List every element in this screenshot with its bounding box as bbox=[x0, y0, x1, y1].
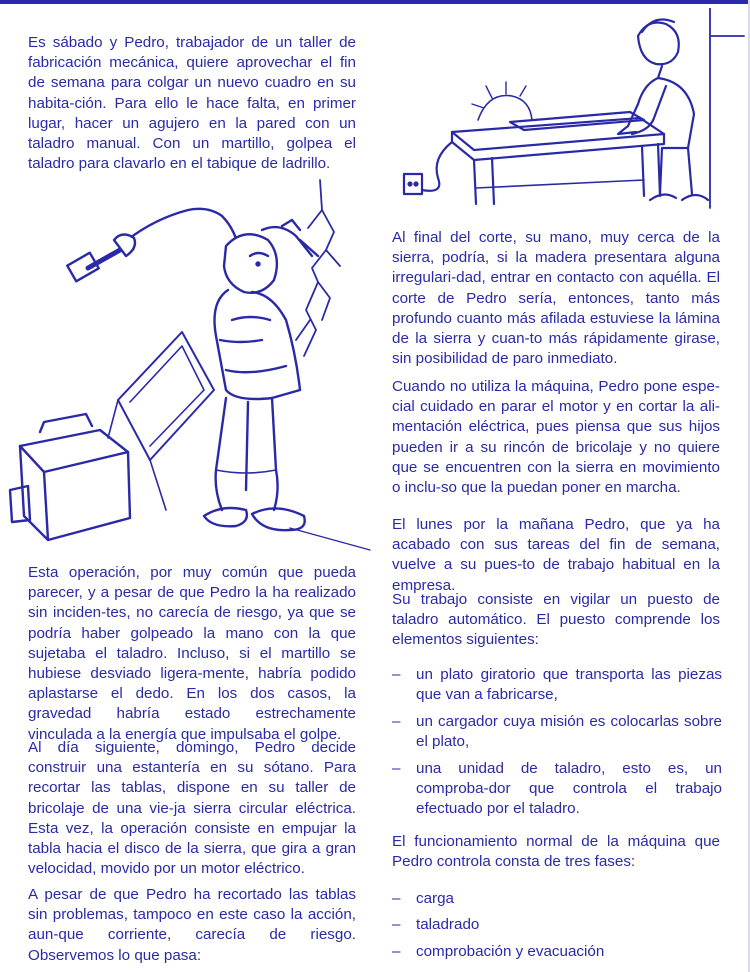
paragraph-workstation bbox=[392, 590, 720, 651]
paragraph-text: Cuando no utiliza la máquina, Pedro pone espe-cial cuidado en parar el motor y en cortar la ali-mentación eléctrica, pues piensa que sus hijos pueden ir a su rincón de bricolaje y no quiere que se encuentren con la sierra en movimiento o inclu-so que la puedan poner en marcha. bbox=[392, 378, 720, 497]
list-item-text: un plato giratorio que transporta las piezas que van a fabricarse, bbox=[416, 666, 722, 704]
list-dash: – bbox=[392, 713, 401, 730]
list-item-text: un cargador cuya misión es colocarlas sobre el plato, bbox=[416, 713, 722, 751]
list-item-text: una unidad de taladro, esto es, un comproba-dor que controla el trabajo efectuado por el taladro. bbox=[416, 760, 722, 818]
illustration-circular-saw bbox=[392, 8, 747, 218]
paragraph-text: El funcionamiento normal de la máquina que Pedro controla consta de tres fases: bbox=[392, 833, 720, 871]
list-dash: – bbox=[392, 890, 401, 907]
phase-text: comprobación y evacuación bbox=[416, 943, 605, 960]
paragraph-risk-hammer bbox=[28, 563, 356, 745]
list-dash: – bbox=[392, 916, 401, 933]
top-border bbox=[0, 0, 750, 4]
paragraph-text: Su trabajo consiste en vigilar un puesto de taladro automático. El puesto comprende los elementos siguientes: bbox=[392, 591, 720, 649]
paragraph-cut-risk bbox=[392, 228, 720, 369]
paragraph-phases-intro bbox=[392, 832, 720, 872]
paragraph-text: Es sábado y Pedro, trabajador de un taller de fabricación mecánica, quiere aprovechar el fin de semana para colgar un nuevo cuadro en su habita-ción. Para ello le hace falta, en primer lugar, hacer un agujero en la pared con un taladro manual. Con un martillo, golpea el taladro para clavarlo en el tabique de ladrillo. bbox=[28, 34, 356, 173]
illustration-hammer-drill bbox=[0, 170, 380, 560]
paragraph-sunday bbox=[28, 738, 356, 879]
paragraph-motor-off bbox=[392, 377, 720, 498]
list-dash: – bbox=[392, 666, 401, 683]
paragraph-text: Al día siguiente, domingo, Pedro decide construir una estantería en su sótano. Para recortar las tablas, dispone en su taller de bricolaje de una vie-ja sierra circular eléctrica. Esta vez, la operación consiste en empujar la tabla hacia el disco de la sierra, que gira a gran velocidad, movido por un motor eléctrico. bbox=[28, 739, 356, 878]
list-dash: – bbox=[392, 943, 401, 960]
phase-text: taladrado bbox=[416, 916, 480, 933]
paragraph-text: Al final del corte, su mano, muy cerca de la sierra, podría, si la madera presentara alguna irregulari-dad, entrar en contacto con aquélla. El corte de Pedro sería, entonces, tanto más profundo cuanto más afilada estuviese la lámina de la sierra y cuan-to más rápidamente girase, sin posibilidad de paro inmediato. bbox=[392, 229, 720, 368]
paragraph-monday bbox=[392, 515, 720, 596]
paragraph-text: El lunes por la mañana Pedro, que ya ha acabado con sus tareas del fin de semana, vuelve a su pues-to de trabajo habitual en la empresa. bbox=[392, 516, 720, 594]
paragraph-observe bbox=[28, 885, 356, 966]
list-dash: – bbox=[392, 760, 401, 777]
paragraph-text: Esta operación, por muy común que pueda parecer, y a pesar de que Pedro la ha realizado sin inciden-tes, no carecía de riesgo, ya que se podría haber golpeado la mano con la que sujetaba el taladro. Incluso, si el martillo se hubiese desviado ligera-mente, habría podido aplastarse el dedo. En los dos casos, la gravedad habría estado estrechamente vinculada a la energía que impulsaba el golpe. bbox=[28, 564, 356, 743]
paragraph-saturday bbox=[28, 33, 356, 174]
phase-text: carga bbox=[416, 890, 454, 907]
paragraph-text: A pesar de que Pedro ha recortado las tablas sin problemas, tampoco en este caso la acción, aun-que corriente, carecía de riesgo. Observemos lo que pasa: bbox=[28, 886, 356, 964]
